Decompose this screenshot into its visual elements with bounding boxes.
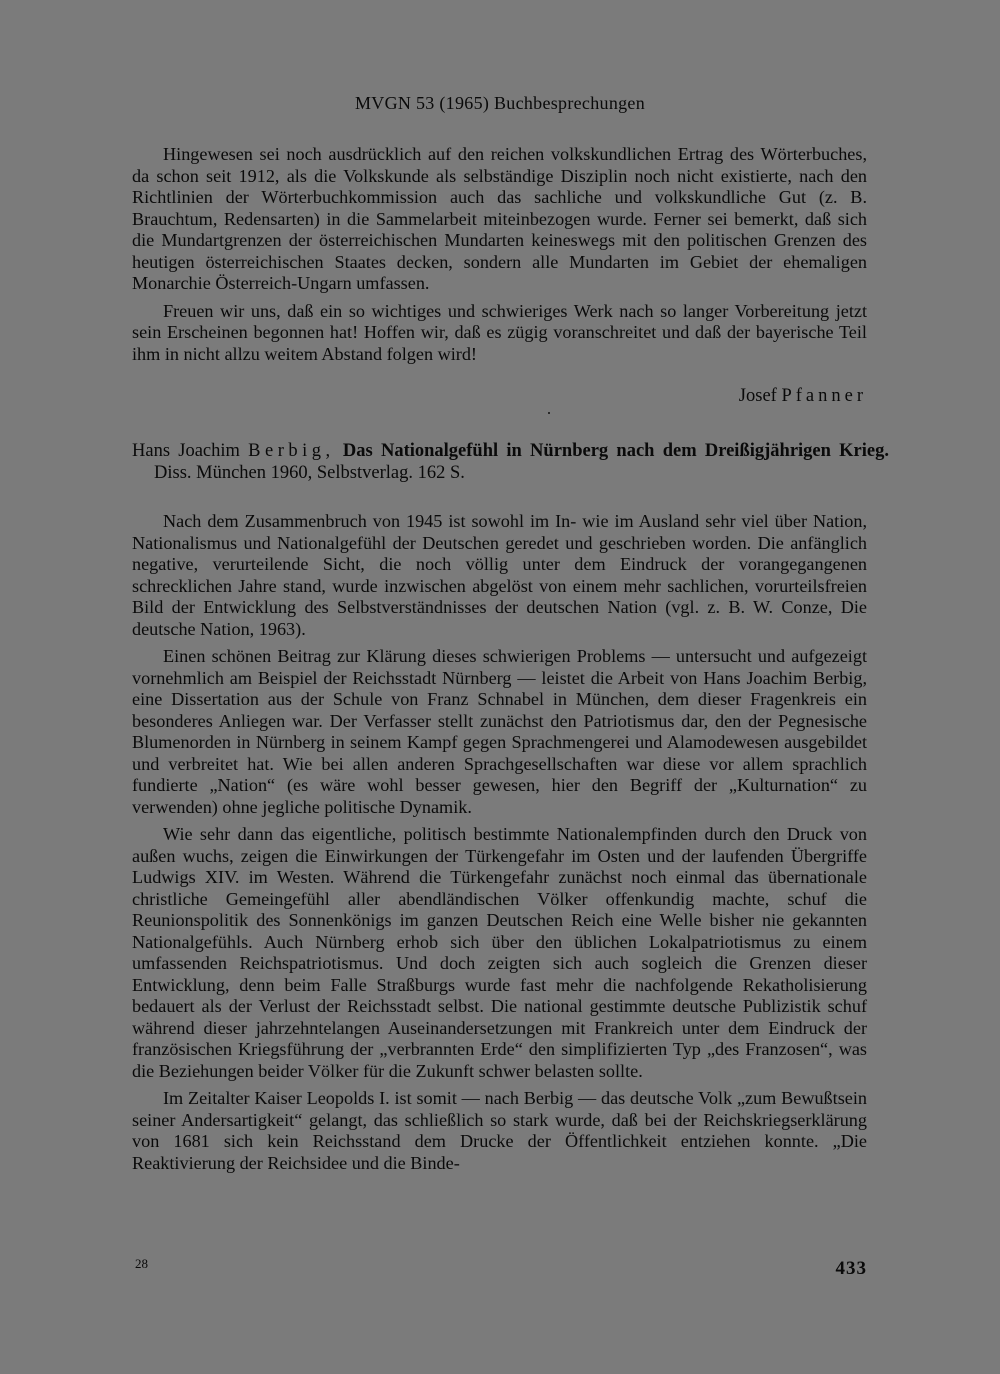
reviewer-first-name: Josef — [738, 386, 777, 406]
previous-review-body — [132, 144, 867, 365]
print-speck — [548, 412, 550, 414]
book-author-first: Hans Joachim — [132, 441, 240, 461]
reviewer-signature — [739, 386, 867, 407]
book-pubinfo: Diss. München 1960, Selbstverlag. 162 S. — [154, 463, 465, 483]
paragraph: Wie sehr dann das eigentliche, politisch bestimmte Nationalempfinden durch den Druck von außen wuchs, zeigen die Einwirkungen der Türkengefahr im Osten und der laufenden Übergriffe Ludwigs XIV. im Westen. Während die Türkengefahr zunächst noch einmal das übernationale christliche Gemeingefühl aller abendländischen Völker offenkundig machte, schuf die Reunionspolitik des Sonnenkönigs im ganzen Deutschen Reich eine Welle bisher nie gekannten Nationalgefühls. Auch Nürnberg erhob sich über den üblichen Lokalpatriotismus zu einem umfassenden Reichspatriotismus. Und doch zeigten sich auch sogleich die Grenzen dieser Entwicklung, denn beim Falle Straßburgs wurde fast mehr die nachfolgende Rekatholisierung bedauert als der Verlust der Reichsstadt selbst. Die national gestimmte deutsche Publizistik schuf während dieser jahrzehntelangen Auseinandersetzungen mit Frankreich unter dem Eindruck der französischen Kriegsführung der „verbrannten Erde“ den simplifizierten Typ „des Franzosen“, was die Beziehungen beider Völker für die Zukunft schwer belasten sollte. — [132, 824, 867, 1081]
reviewer-last-name: Pfanner — [781, 386, 867, 406]
review-heading — [132, 440, 889, 484]
paragraph: Einen schönen Beitrag zur Klärung dieses schwierigen Problems — untersucht und aufgezeigt vornehmlich am Beispiel der Reichsstadt Nürnberg — leistet die Arbeit von Hans Joachim Berbig, eine Dissertation aus der Schule von Franz Schnabel in München, dem dieser Fragenkreis ein besonderes Anliegen war. Der Verfasser stellt zunächst den Patriotismus dar, den der Pegnesische Blumenorden in Nürnberg in seinem Kampf gegen Sprachmengerei und Alamodewesen ausgebildet und verbreitet hat. Wie bei allen anderen Sprachgesellschaften war diese vor allem sprachlich fundierte „Nation“ (es wäre wohl besser gewesen, hier den Begriff der „Kulturnation“ zu verwenden) ohne jegliche politische Dynamik. — [132, 646, 867, 817]
paragraph: Hingewesen sei noch ausdrücklich auf den reichen volkskundlichen Ertrag des Wörterbuches, da schon seit 1912, als die Volkskunde als selbständige Disziplin noch nicht existierte, nach den Richtlinien der Wörterbuchkommission auch das sachliche und volkskundliche Gut (z. B. Brauchtum, Redensarten) in die Sammelarbeit miteinbezogen wurde. Ferner sei bemerkt, daß sich die Mundartgrenzen der österreichischen Mundarten keineswegs mit den politischen Grenzen des heutigen österreichischen Staates decken, sondern alle Mundarten im Gebiet der ehemaligen Monarchie Österreich-Ungarn umfassen. — [132, 144, 867, 293]
book-title: Das Nationalgefühl in Nürnberg nach dem Dreißigjährigen Krieg. — [342, 441, 889, 461]
signature-mark: 28 — [135, 1256, 148, 1271]
running-header: MVGN 53 (1965) Buchbesprechungen — [354, 93, 646, 113]
page-number: 433 — [835, 1258, 867, 1279]
review-body — [132, 511, 867, 1174]
paragraph: Im Zeitalter Kaiser Leopolds I. ist somit — nach Berbig — das deutsche Volk „zum Bewußtsein seiner Andersartigkeit“ gelangt, das schließlich so stark wurde, daß bei der Reichskriegserklärung von 1681 sich kein Reichsstand dem Drucke der Öffentlichkeit entziehen konnte. „Die Reaktivierung der Reichsidee und die Binde- — [132, 1088, 867, 1173]
paragraph: Freuen wir uns, daß ein so wichtiges und schwieriges Werk nach so langer Vorbereitung jetzt sein Erscheinen begonnen hat! Hoffen wir, daß es zügig voranschreitet und daß der bayerische Teil ihm in nicht allzu weitem Abstand folgen wird! — [132, 300, 867, 364]
paragraph: Nach dem Zusammenbruch von 1945 ist sowohl im In- wie im Ausland sehr viel über Nation, Nationalismus und Nationalgefühl der Deutschen geredet und geschrieben worden. Die anfänglich negative, verurteilende Sicht, die noch völlig unter dem Eindruck der vorangegangenen schrecklichen Jahre stand, wurde inzwischen abgelöst von einem mehr sachlichen, vorurteilsfreien Bild der Entwicklung des Selbstverständnisses der deutschen Nation (vgl. z. B. W. Conze, Die deutsche Nation, 1963). — [132, 511, 867, 639]
book-author-last: Berbig, — [248, 441, 335, 461]
